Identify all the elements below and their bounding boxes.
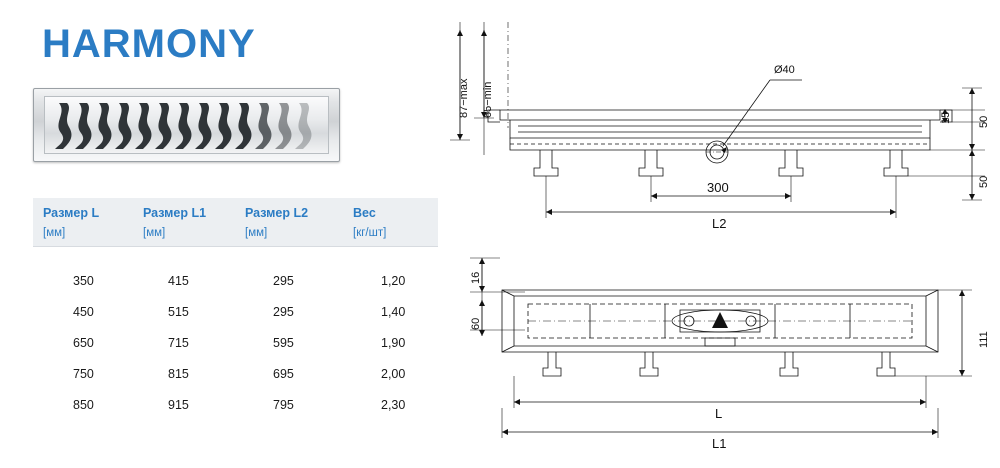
table-row: [33, 327, 438, 358]
dim-flange-50-upper: 50: [978, 115, 990, 128]
cell-size-l2: 295: [273, 304, 294, 319]
size-table: [33, 198, 438, 420]
header-unit: [мм]: [43, 227, 66, 239]
cell-size-l1: 815: [168, 366, 189, 381]
cell-size-l2: 595: [273, 335, 294, 350]
cell-size-l1: 915: [168, 397, 189, 412]
cell-size-l1: 715: [168, 335, 189, 350]
dim-outlet-diameter: Ø40: [774, 64, 795, 76]
dim-spacing-300: 300: [707, 180, 729, 195]
cell-size-l2: 795: [273, 397, 294, 412]
cell-weight: 1,20: [381, 273, 406, 288]
page-title: HARMONY: [42, 22, 256, 66]
grate-slot-pattern-icon: [45, 97, 330, 155]
cell-size-l2: 295: [273, 273, 294, 288]
dim-height-min: 65−min: [482, 81, 494, 118]
dim-total-height-111: 111: [978, 331, 990, 348]
grate-inner-panel: [44, 96, 329, 154]
cell-size-l: 850: [73, 397, 94, 412]
header-unit: [мм]: [245, 227, 268, 239]
header-label: Вес: [353, 206, 376, 220]
dim-thickness-16: 16: [470, 271, 482, 284]
dim-flange-50-lower: 50: [978, 175, 990, 188]
table-row: [33, 358, 438, 389]
cell-size-l: 750: [73, 366, 94, 381]
cell-size-l: 650: [73, 335, 94, 350]
cell-size-l2: 695: [273, 366, 294, 381]
dim-flange-15: 15: [940, 111, 952, 124]
cell-size-l1: 415: [168, 273, 189, 288]
table-header-cell-size-l: [43, 198, 138, 246]
table-row: [33, 389, 438, 420]
dim-length-l: L: [715, 406, 723, 421]
dim-height-max: 87−max: [458, 78, 470, 118]
cell-weight: 2,00: [381, 366, 406, 381]
dim-length-l2: L2: [712, 216, 727, 231]
cell-size-l: 350: [73, 273, 94, 288]
cell-weight: 1,40: [381, 304, 406, 319]
table-row: [33, 296, 438, 327]
dim-length-l1: L1: [712, 436, 727, 451]
drawing-svg: [440, 0, 1000, 463]
table-header-cell-size-l2: [245, 198, 345, 246]
product-image-grate: [33, 88, 340, 162]
header-unit: [мм]: [143, 227, 166, 239]
table-header-row: [33, 198, 438, 247]
table-row: [33, 265, 438, 296]
header-label: Размер L1: [143, 206, 207, 220]
header-unit: [кг/шт]: [353, 227, 387, 239]
cell-size-l: 450: [73, 304, 94, 319]
table-header-cell-weight: [353, 198, 433, 246]
table-header-cell-size-l1: [143, 198, 238, 246]
header-label: Размер L: [43, 206, 100, 220]
cell-weight: 2,30: [381, 397, 406, 412]
header-label: Размер L2: [245, 206, 309, 220]
cell-size-l1: 515: [168, 304, 189, 319]
dim-depth-60: 60: [470, 317, 482, 330]
cell-weight: 1,90: [381, 335, 406, 350]
technical-drawings: [440, 0, 1000, 463]
